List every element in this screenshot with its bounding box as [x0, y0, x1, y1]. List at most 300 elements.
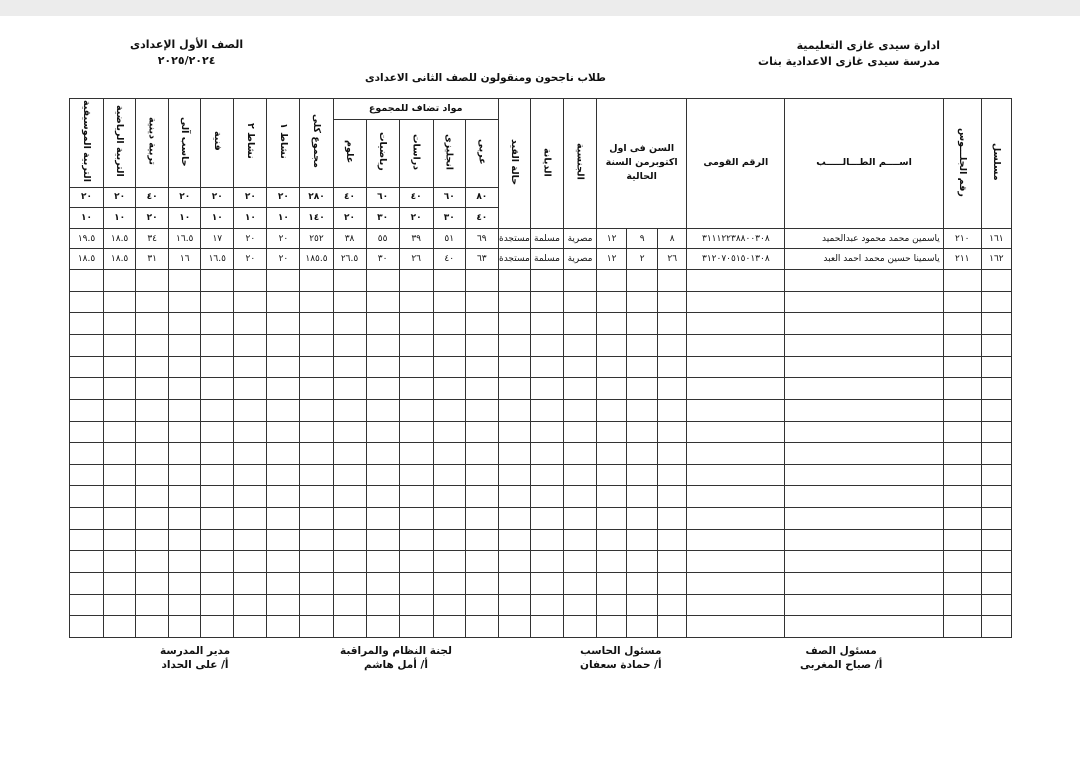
empty-row	[70, 573, 1012, 595]
empty-cell	[564, 573, 597, 595]
empty-cell	[366, 378, 399, 400]
empty-cell	[627, 356, 658, 378]
empty-cell	[658, 399, 687, 421]
empty-cell	[981, 270, 1011, 292]
empty-cell	[70, 486, 104, 508]
empty-cell	[300, 464, 333, 486]
empty-cell	[943, 334, 981, 356]
cell-age_y: ١٢	[597, 228, 627, 249]
empty-cell	[785, 399, 943, 421]
empty-cell	[136, 529, 169, 551]
empty-cell	[169, 551, 201, 573]
cell-national_id: ٣١٢٠٧٠٥١٥٠١٣٠٨	[687, 249, 785, 270]
cell-sports: ١٨.٥	[104, 228, 136, 249]
empty-cell	[366, 356, 399, 378]
empty-cell	[399, 529, 433, 551]
empty-cell	[627, 443, 658, 465]
header-art	[201, 99, 234, 188]
cell-total: ١٨٥.٥	[300, 249, 333, 270]
grade-header	[130, 37, 243, 69]
empty-cell	[627, 486, 658, 508]
empty-cell	[530, 399, 563, 421]
empty-cell	[627, 551, 658, 573]
empty-cell	[785, 594, 943, 616]
header-label: دراسات	[410, 133, 422, 170]
empty-cell	[465, 573, 498, 595]
cell-age_m: ٩	[627, 228, 658, 249]
empty-cell	[300, 508, 333, 530]
empty-cell	[267, 551, 300, 573]
empty-cell	[136, 464, 169, 486]
empty-cell	[597, 486, 627, 508]
empty-cell	[981, 616, 1011, 638]
signature-name: أ/ حمادة سعفان	[580, 659, 662, 671]
empty-cell	[433, 551, 465, 573]
signature-name: أ/ على الحداد	[161, 659, 229, 671]
empty-cell	[169, 529, 201, 551]
empty-cell	[300, 486, 333, 508]
school-year: ٢٠٢٥/٢٠٢٤	[157, 54, 216, 67]
empty-cell	[597, 464, 627, 486]
empty-cell	[267, 443, 300, 465]
empty-cell	[234, 378, 267, 400]
empty-cell	[234, 529, 267, 551]
empty-cell	[658, 594, 687, 616]
empty-cell	[399, 334, 433, 356]
empty-cell	[267, 291, 300, 313]
empty-cell	[70, 616, 104, 638]
empty-cell	[785, 551, 943, 573]
empty-cell	[943, 508, 981, 530]
signature-title: مسئول الصف	[805, 645, 877, 657]
empty-cell	[627, 291, 658, 313]
empty-cell	[597, 594, 627, 616]
empty-cell	[136, 356, 169, 378]
empty-cell	[981, 334, 1011, 356]
empty-cell	[785, 356, 943, 378]
cell-nationality: مصرية	[564, 249, 597, 270]
empty-cell	[658, 313, 687, 335]
empty-cell	[300, 334, 333, 356]
empty-cell	[366, 399, 399, 421]
empty-cell	[627, 421, 658, 443]
empty-cell	[234, 443, 267, 465]
empty-cell	[300, 443, 333, 465]
empty-cell	[201, 313, 234, 335]
empty-cell	[465, 594, 498, 616]
empty-cell	[465, 486, 498, 508]
empty-cell	[366, 594, 399, 616]
empty-cell	[785, 508, 943, 530]
empty-cell	[658, 464, 687, 486]
header-arabic	[465, 120, 498, 188]
empty-cell	[169, 464, 201, 486]
max-mark-math: ٦٠	[366, 187, 399, 208]
header-label: الديانة	[541, 147, 553, 177]
empty-cell	[433, 291, 465, 313]
cell-music: ١٩.٥	[70, 228, 104, 249]
empty-cell	[433, 421, 465, 443]
empty-cell	[658, 508, 687, 530]
min-mark-arabic: ٤٠	[465, 208, 498, 229]
empty-cell	[136, 399, 169, 421]
header-seat	[943, 99, 981, 229]
empty-cell	[981, 573, 1011, 595]
empty-cell	[399, 508, 433, 530]
empty-cell	[658, 291, 687, 313]
empty-cell	[201, 486, 234, 508]
empty-cell	[104, 486, 136, 508]
empty-cell	[785, 378, 943, 400]
empty-cell	[399, 313, 433, 335]
empty-cell	[201, 443, 234, 465]
min-mark-english: ٣٠	[433, 208, 465, 229]
empty-cell	[498, 486, 530, 508]
empty-cell	[234, 616, 267, 638]
empty-cell	[981, 378, 1011, 400]
cell-name: ياسمينا حسين محمد احمد العبد	[785, 249, 943, 270]
empty-row	[70, 378, 1012, 400]
cell-social: ٢٦	[399, 249, 433, 270]
empty-cell	[465, 529, 498, 551]
empty-cell	[627, 270, 658, 292]
empty-cell	[658, 334, 687, 356]
empty-cell	[366, 270, 399, 292]
max-mark-science: ٤٠	[333, 187, 366, 208]
empty-cell	[658, 551, 687, 573]
cell-name: ياسمين محمد محمود عبدالحميد	[785, 228, 943, 249]
empty-cell	[267, 486, 300, 508]
empty-cell	[333, 421, 366, 443]
empty-cell	[267, 356, 300, 378]
empty-cell	[498, 291, 530, 313]
cell-computer: ١٦.٥	[169, 228, 201, 249]
empty-cell	[433, 313, 465, 335]
min-mark-math: ٣٠	[366, 208, 399, 229]
empty-cell	[498, 508, 530, 530]
empty-cell	[201, 573, 234, 595]
cell-age_d: ٢٦	[658, 249, 687, 270]
empty-cell	[267, 334, 300, 356]
cell-math: ٣٠	[366, 249, 399, 270]
empty-cell	[267, 378, 300, 400]
empty-cell	[981, 443, 1011, 465]
empty-cell	[564, 270, 597, 292]
empty-cell	[70, 529, 104, 551]
min-mark-computer: ١٠	[169, 208, 201, 229]
empty-cell	[785, 443, 943, 465]
empty-cell	[498, 616, 530, 638]
header-label: تربية دينية	[146, 117, 158, 166]
empty-row	[70, 508, 1012, 530]
empty-cell	[267, 464, 300, 486]
empty-cell	[70, 421, 104, 443]
empty-cell	[627, 529, 658, 551]
empty-cell	[564, 551, 597, 573]
empty-cell	[465, 616, 498, 638]
empty-cell	[333, 594, 366, 616]
empty-cell	[465, 270, 498, 292]
empty-cell	[104, 378, 136, 400]
max-mark-computer: ٢٠	[169, 187, 201, 208]
empty-cell	[366, 486, 399, 508]
empty-cell	[136, 334, 169, 356]
cell-art: ١٧	[201, 228, 234, 249]
empty-cell	[399, 551, 433, 573]
empty-cell	[366, 616, 399, 638]
cell-national_id: ٣١١١٢٢٣٨٨٠٠٣٠٨	[687, 228, 785, 249]
empty-cell	[234, 291, 267, 313]
cell-serial: ١٦٢	[981, 249, 1011, 270]
min-mark-activity1: ١٠	[267, 208, 300, 229]
empty-cell	[627, 334, 658, 356]
school-header	[758, 38, 940, 70]
empty-cell	[136, 508, 169, 530]
empty-cell	[300, 399, 333, 421]
empty-cell	[498, 573, 530, 595]
empty-cell	[366, 551, 399, 573]
empty-cell	[627, 313, 658, 335]
cell-english: ٤٠	[433, 249, 465, 270]
empty-cell	[597, 378, 627, 400]
empty-cell	[201, 399, 234, 421]
grade-name: الصف الأول الإعدادى	[130, 38, 244, 51]
empty-cell	[498, 594, 530, 616]
admin-name: ادارة سيدى غازى التعليمية	[796, 39, 940, 52]
empty-cell	[658, 616, 687, 638]
empty-cell	[70, 573, 104, 595]
empty-cell	[234, 551, 267, 573]
empty-cell	[136, 573, 169, 595]
header-math	[366, 120, 399, 188]
empty-cell	[366, 334, 399, 356]
signature-title: مسئول الحاسب	[580, 645, 662, 657]
empty-cell	[658, 573, 687, 595]
empty-cell	[530, 573, 563, 595]
cell-arabic: ٦٣	[465, 249, 498, 270]
empty-cell	[201, 551, 234, 573]
empty-cell	[104, 616, 136, 638]
header-activity1	[267, 99, 300, 188]
cell-activity2: ٢٠	[234, 249, 267, 270]
signature-title: مدير المدرسة	[160, 645, 231, 657]
empty-cell	[498, 551, 530, 573]
empty-cell	[300, 313, 333, 335]
empty-cell	[104, 594, 136, 616]
cell-age_m: ٢	[627, 249, 658, 270]
empty-cell	[234, 334, 267, 356]
empty-cell	[627, 464, 658, 486]
page-title: طلاب ناجحون ومنقولون للصف الثانى الاعدادى	[365, 72, 606, 84]
empty-cell	[981, 551, 1011, 573]
empty-cell	[658, 356, 687, 378]
empty-cell	[104, 313, 136, 335]
empty-cell	[104, 464, 136, 486]
empty-cell	[530, 291, 563, 313]
empty-cell	[169, 421, 201, 443]
empty-cell	[333, 270, 366, 292]
empty-row	[70, 551, 1012, 573]
empty-cell	[399, 291, 433, 313]
min-mark-science: ٢٠	[333, 208, 366, 229]
empty-cell	[104, 443, 136, 465]
empty-cell	[564, 508, 597, 530]
signature-control-committee	[340, 644, 452, 672]
header-science	[333, 120, 366, 188]
empty-cell	[136, 594, 169, 616]
empty-cell	[234, 356, 267, 378]
empty-cell	[658, 486, 687, 508]
empty-cell	[70, 270, 104, 292]
empty-cell	[433, 464, 465, 486]
empty-cell	[465, 464, 498, 486]
max-mark-art: ٢٠	[201, 187, 234, 208]
cell-seat: ٢١٠	[943, 228, 981, 249]
empty-cell	[530, 443, 563, 465]
empty-cell	[399, 486, 433, 508]
empty-cell	[433, 270, 465, 292]
empty-cell	[201, 356, 234, 378]
max-mark-activity1: ٢٠	[267, 187, 300, 208]
empty-cell	[169, 616, 201, 638]
cell-activity2: ٢٠	[234, 228, 267, 249]
cell-science: ٣٨	[333, 228, 366, 249]
empty-cell	[104, 551, 136, 573]
empty-cell	[399, 464, 433, 486]
empty-cell	[169, 508, 201, 530]
empty-cell	[943, 594, 981, 616]
empty-cell	[234, 594, 267, 616]
header-label: الجنسية	[574, 143, 586, 181]
empty-row	[70, 291, 1012, 313]
empty-row	[70, 443, 1012, 465]
header-label: مجموع كلى	[310, 114, 322, 169]
empty-cell	[433, 334, 465, 356]
signature-name: أ/ صباح المغربى	[800, 659, 883, 671]
empty-row	[70, 464, 1012, 486]
empty-row	[70, 313, 1012, 335]
empty-cell	[785, 291, 943, 313]
cell-social: ٣٩	[399, 228, 433, 249]
empty-cell	[981, 313, 1011, 335]
max-mark-music: ٢٠	[70, 187, 104, 208]
empty-cell	[70, 508, 104, 530]
empty-cell	[687, 399, 785, 421]
empty-cell	[564, 291, 597, 313]
empty-cell	[465, 421, 498, 443]
empty-cell	[104, 291, 136, 313]
table-row	[70, 228, 1012, 249]
empty-row	[70, 334, 1012, 356]
cell-arabic: ٦٩	[465, 228, 498, 249]
empty-cell	[981, 464, 1011, 486]
empty-cell	[201, 334, 234, 356]
empty-cell	[234, 464, 267, 486]
empty-cell	[104, 573, 136, 595]
empty-cell	[267, 529, 300, 551]
empty-cell	[70, 443, 104, 465]
empty-cell	[465, 551, 498, 573]
empty-cell	[498, 313, 530, 335]
empty-cell	[267, 616, 300, 638]
empty-cell	[785, 334, 943, 356]
empty-cell	[687, 486, 785, 508]
empty-cell	[943, 573, 981, 595]
empty-cell	[201, 529, 234, 551]
empty-cell	[169, 378, 201, 400]
empty-cell	[597, 616, 627, 638]
empty-cell	[104, 529, 136, 551]
empty-cell	[530, 313, 563, 335]
empty-cell	[597, 313, 627, 335]
empty-cell	[201, 616, 234, 638]
empty-cell	[366, 529, 399, 551]
empty-cell	[597, 529, 627, 551]
empty-cell	[943, 421, 981, 443]
cell-age_d: ٨	[658, 228, 687, 249]
top-band	[0, 0, 1080, 16]
empty-row	[70, 356, 1012, 378]
header-label: التربية الرياضية	[114, 105, 126, 178]
empty-cell	[597, 551, 627, 573]
empty-cell	[687, 356, 785, 378]
empty-row	[70, 529, 1012, 551]
empty-cell	[981, 356, 1011, 378]
empty-cell	[136, 551, 169, 573]
empty-cell	[169, 594, 201, 616]
header-label: نشاط ١	[277, 123, 289, 160]
empty-cell	[530, 464, 563, 486]
empty-cell	[687, 334, 785, 356]
empty-cell	[366, 508, 399, 530]
header-label: مسلسل	[990, 143, 1002, 181]
empty-cell	[687, 378, 785, 400]
empty-cell	[333, 573, 366, 595]
empty-cell	[564, 334, 597, 356]
empty-cell	[981, 421, 1011, 443]
header-label: علوم	[344, 140, 356, 164]
signature-principal	[160, 644, 230, 672]
empty-cell	[498, 421, 530, 443]
empty-cell	[169, 486, 201, 508]
empty-cell	[136, 270, 169, 292]
header-activity2	[234, 99, 267, 188]
empty-cell	[564, 443, 597, 465]
empty-cell	[300, 573, 333, 595]
empty-cell	[564, 594, 597, 616]
header-national-id: الرقم القومى	[687, 99, 785, 229]
empty-cell	[136, 313, 169, 335]
signature-computer-officer	[580, 644, 662, 672]
cell-activity1: ٢٠	[267, 228, 300, 249]
header-label: انجليزى	[443, 133, 455, 170]
empty-cell	[627, 399, 658, 421]
empty-cell	[333, 464, 366, 486]
header-serial	[981, 99, 1011, 229]
empty-cell	[234, 508, 267, 530]
empty-cell	[943, 616, 981, 638]
empty-cell	[627, 573, 658, 595]
empty-cell	[234, 399, 267, 421]
empty-cell	[658, 421, 687, 443]
empty-cell	[465, 291, 498, 313]
empty-cell	[465, 334, 498, 356]
header-row	[70, 99, 1012, 120]
cell-status: مستجدة	[498, 249, 530, 270]
empty-cell	[658, 270, 687, 292]
empty-cell	[333, 508, 366, 530]
header-label: فنية	[211, 131, 223, 152]
